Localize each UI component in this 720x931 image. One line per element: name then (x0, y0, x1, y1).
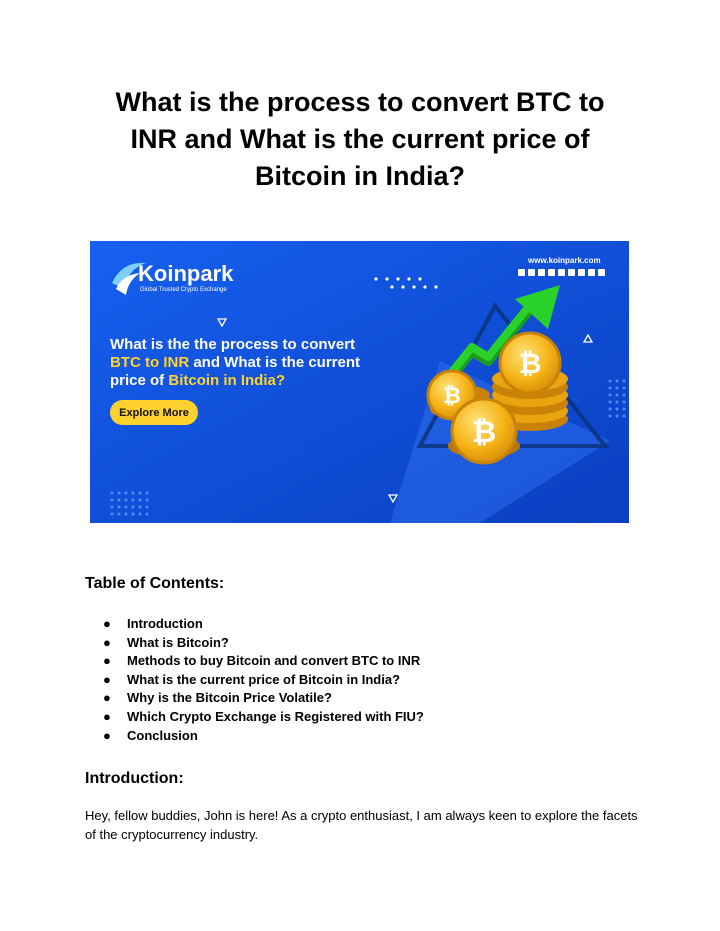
telegram-icon (568, 269, 575, 276)
title-line-2: INR and What is the current price of (130, 124, 590, 154)
youtube-icon (558, 269, 565, 276)
toc-item-label: Why is the Bitcoin Price Volatile? (127, 690, 332, 706)
bitcoin-coin-top (500, 333, 560, 393)
bullet-icon: ● (103, 727, 111, 743)
social-icons (518, 269, 605, 276)
toc-item-label: Methods to buy Bitcoin and convert BTC to INR (127, 653, 421, 669)
twitter-icon (528, 269, 535, 276)
bitcoin-symbol-icon: ₿ (443, 384, 461, 409)
banner-website: www.koinpark.com (528, 256, 601, 265)
toc-item-label: Conclusion (127, 727, 198, 743)
introduction-paragraph: Hey, fellow buddies, John is here! As a crypto enthusiast, I am always keen to explore the facets of the cryptocurrency industry. (85, 808, 638, 842)
toc-item[interactable] (103, 727, 424, 746)
bullet-icon: ● (103, 708, 111, 724)
toc-item[interactable] (103, 615, 424, 634)
headline-highlight-btc-inr: BTC to INR (110, 354, 190, 371)
document-title (60, 84, 660, 195)
banner-headline-line-1: What is the the process to convert (110, 336, 356, 353)
explore-more-label: Explore More (119, 407, 189, 419)
banner-headline-line-3 (110, 372, 285, 389)
bullet-icon: ● (103, 653, 111, 669)
toc-item-label: What is Bitcoin? (127, 634, 229, 650)
medium-icon (588, 269, 595, 276)
bullet-icon: ● (103, 634, 111, 650)
explore-more-button[interactable] (110, 400, 198, 425)
toc-item-label: Which Crypto Exchange is Registered with FIU? (127, 708, 424, 724)
title-line-1: What is the process to convert BTC to (115, 87, 605, 117)
headline-line-2-rest: and What is the current (189, 354, 361, 371)
bitcoin-symbol-icon: ₿ (471, 415, 497, 450)
discord-icon (598, 269, 605, 276)
toc-item[interactable] (103, 671, 424, 690)
hero-banner-image (90, 241, 629, 523)
table-of-contents (103, 615, 424, 745)
reddit-icon (578, 269, 585, 276)
toc-heading: Table of Contents: (85, 575, 225, 592)
headline-highlight-bitcoin-india: Bitcoin in India? (168, 372, 286, 389)
toc-item-label: Introduction (127, 616, 203, 631)
brand-tagline: Global Trusted Crypto Exchange (140, 287, 227, 293)
introduction-heading: Introduction: (85, 770, 184, 787)
bullet-icon: ● (103, 616, 111, 631)
toc-item-label: What is the current price of Bitcoin in India? (127, 671, 401, 687)
headline-line-3-prefix: price of (110, 372, 169, 389)
bullet-icon: ● (103, 671, 111, 687)
banner-headline-line-2 (110, 354, 360, 371)
facebook-icon (518, 269, 525, 276)
instagram-icon (538, 269, 545, 276)
bullet-icon: ● (103, 690, 111, 706)
toc-item[interactable] (103, 652, 424, 671)
brand-name: Koinpark (138, 261, 234, 286)
linkedin-icon (548, 269, 555, 276)
toc-item[interactable] (103, 689, 424, 708)
toc-item[interactable] (103, 708, 424, 727)
bitcoin-symbol-icon: ₿ (518, 347, 542, 380)
toc-item[interactable] (103, 634, 424, 653)
title-line-3: Bitcoin in India? (255, 161, 465, 191)
